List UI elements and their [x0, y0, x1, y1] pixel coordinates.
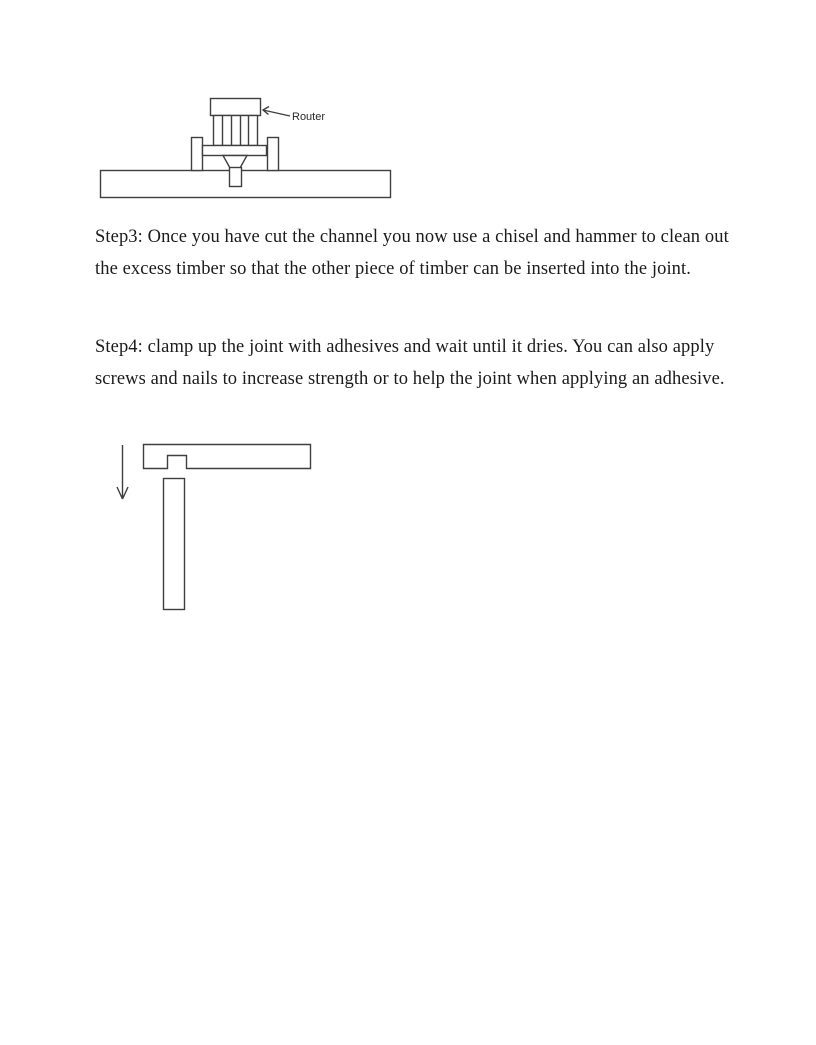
router-collet-shape: [223, 156, 247, 169]
router-motor-body-shape: [214, 116, 258, 146]
router-label-pointer-arrow: [263, 107, 290, 117]
router-top-housing-shape: [211, 99, 261, 116]
timber-board-shape: [101, 171, 391, 198]
housing-joint-drawing: [108, 437, 318, 622]
router-right-handle-shape: [268, 138, 279, 171]
vertical-board-shape: [164, 479, 185, 610]
router-label: Router: [292, 111, 326, 123]
router-diagram-drawing: [95, 90, 405, 208]
top-board-with-channel-shape: [144, 445, 311, 469]
figure-housing-joint-diagram: [108, 437, 318, 622]
figure-router-diagram: [95, 90, 405, 208]
router-left-handle-shape: [192, 138, 203, 171]
insertion-direction-arrow: [117, 445, 128, 499]
paragraph-step3: Step3: Once you have cut the channel you now use a chisel and hammer to clean out the excess timber so that the other piece of timber can be inserted into the joint.: [95, 227, 729, 279]
router-base-plate-shape: [203, 146, 267, 156]
router-bit-shape: [230, 168, 242, 187]
paragraph-step4: Step4: clamp up the joint with adhesives and wait until it dries. You can also apply screws and nails to increase strength or to help the joint when applying an adhesive.: [95, 337, 725, 389]
